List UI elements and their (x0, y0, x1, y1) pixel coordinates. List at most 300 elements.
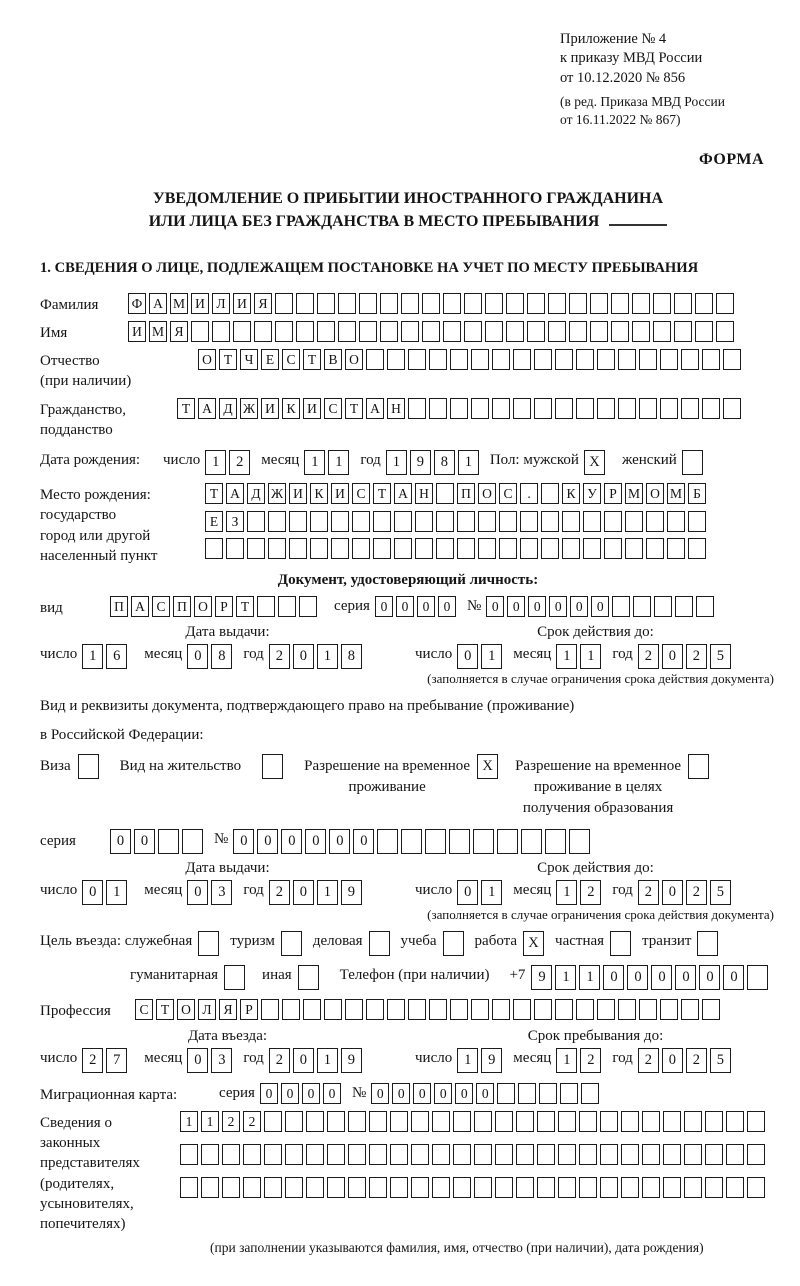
form-cell (247, 511, 265, 532)
form-cell (380, 321, 398, 342)
form-cell (327, 1177, 345, 1198)
form-cell: 1 (579, 965, 600, 990)
form-cell (684, 1111, 702, 1132)
legal-note: (при заполнении указываются фамилия, имя, отчество (при наличии), дата рождения) (210, 1240, 704, 1256)
form-cell: 1 (481, 644, 502, 669)
form-cell (534, 398, 552, 419)
form-cell: 9 (410, 450, 431, 475)
form-cell: Я (254, 293, 272, 314)
form-cell: 0 (329, 829, 350, 854)
form-cell: 2 (269, 644, 290, 669)
form-cell (681, 398, 699, 419)
doc-number-cells (486, 596, 717, 617)
form-cell (562, 511, 580, 532)
form-cell (611, 321, 629, 342)
year-label: год (243, 882, 264, 899)
form-cell (688, 754, 709, 779)
form-cell (338, 293, 356, 314)
form-cell (639, 349, 657, 370)
form-cell (527, 293, 545, 314)
form-cell: 1 (481, 880, 502, 905)
legal-representatives-row (40, 1111, 776, 1235)
form-cell: 9 (481, 1048, 502, 1073)
form-cell: 0 (413, 1083, 431, 1104)
form-cell (394, 538, 412, 559)
form-cell: 2 (580, 880, 601, 905)
form-cell: 0 (302, 1083, 320, 1104)
form-cell (331, 511, 349, 532)
form-cell (674, 321, 692, 342)
form-cell (723, 398, 741, 419)
form-cell: В (324, 349, 342, 370)
form-cell: 0 (293, 644, 314, 669)
form-cell (345, 999, 363, 1020)
form-cell (306, 1144, 324, 1165)
form-cell: 0 (417, 596, 435, 617)
form-cell: 9 (531, 965, 552, 990)
form-cell (471, 398, 489, 419)
form-cell (474, 1144, 492, 1165)
form-cell (639, 398, 657, 419)
day-label: число (40, 646, 78, 663)
form-cell (401, 321, 419, 342)
legal-representatives-cells (180, 1111, 768, 1210)
temp-permit-label: Разрешение на временное проживание (304, 758, 471, 796)
form-cell (495, 1177, 513, 1198)
form-cell (558, 1144, 576, 1165)
form-cell: 1 (205, 450, 226, 475)
entry-date-label: Дата въезда: (187, 1027, 268, 1044)
form-cell (317, 293, 335, 314)
permit-series-cells (110, 829, 206, 854)
form-cell: 9 (341, 880, 362, 905)
form-cell (705, 1177, 723, 1198)
form-cell (541, 483, 559, 504)
visa-item (40, 754, 102, 779)
form-cell (682, 450, 703, 475)
section1-heading: 1. СВЕДЕНИЯ О ЛИЦЕ, ПОДЛЕЖАЩЕМ ПОСТАНОВКЕ НА УЧЕТ ПО МЕСТУ ПРЕБЫВАНИЯ (40, 259, 699, 276)
other-label: иная (262, 967, 292, 984)
permit-valid-col (415, 860, 776, 905)
form-cell: С (352, 483, 370, 504)
form-cell: 2 (580, 1048, 601, 1073)
form-cell: 1 (304, 450, 325, 475)
day-label: число (40, 882, 78, 899)
form-cell: О (198, 349, 216, 370)
form-title-line1: УВЕДОМЛЕНИЕ О ПРИБЫТИИ ИНОСТРАННОГО ГРАЖДАНИНА (152, 190, 664, 208)
form-cell: 0 (323, 1083, 341, 1104)
form-cell: М (667, 483, 685, 504)
birth-place-cells (205, 483, 709, 566)
form-cell: 2 (269, 880, 290, 905)
form-cell (663, 1144, 681, 1165)
form-cell (667, 538, 685, 559)
permit-valid-year-cells (638, 880, 734, 905)
form-cell (506, 293, 524, 314)
form-cell (541, 511, 559, 532)
form-cell (369, 1111, 387, 1132)
form-cell: Я (219, 999, 237, 1020)
doc-kind-cells (110, 596, 320, 617)
form-cell (453, 1177, 471, 1198)
form-cell: П (110, 596, 128, 617)
citizenship-cells (177, 398, 744, 419)
birth-place-row (40, 483, 776, 566)
form-cell (716, 321, 734, 342)
form-cell (579, 1144, 597, 1165)
form-cell (298, 965, 319, 990)
form-cell: 1 (556, 1048, 577, 1073)
form-cell (443, 293, 461, 314)
form-cell: П (173, 596, 191, 617)
form-cell: 0 (392, 1083, 410, 1104)
form-cell: 2 (686, 1048, 707, 1073)
form-cell (411, 1144, 429, 1165)
mig-series-cells (260, 1083, 344, 1104)
form-cell (478, 538, 496, 559)
form-cell (597, 999, 615, 1020)
form-cell (212, 321, 230, 342)
form-cell: Т (219, 349, 237, 370)
form-cell (604, 511, 622, 532)
doc-kind-label: вид (40, 600, 63, 617)
form-cell: И (128, 321, 146, 342)
form-cell (201, 1177, 219, 1198)
form-cell (408, 349, 426, 370)
form-cell (429, 398, 447, 419)
form-cell (348, 1144, 366, 1165)
form-cell (696, 596, 714, 617)
patronymic-label: Отчество (при наличии) (40, 353, 132, 390)
valid-until-label: Срок действия до: (537, 860, 654, 877)
form-cell (611, 293, 629, 314)
form-cell: Т (156, 999, 174, 1020)
form-cell: 1 (556, 644, 577, 669)
form-cell: И (261, 398, 279, 419)
doc-series-cells (375, 596, 459, 617)
form-cell: 0 (603, 965, 624, 990)
form-cell (474, 1177, 492, 1198)
form-cell (537, 1177, 555, 1198)
form-cell (646, 538, 664, 559)
form-cell: О (177, 999, 195, 1020)
work-label: работа (474, 933, 518, 950)
stay-day-cells (457, 1048, 505, 1073)
form-cell: 1 (106, 880, 127, 905)
form-cell (198, 931, 219, 956)
form-cell (583, 511, 601, 532)
form-cell (660, 999, 678, 1020)
form-cell (618, 398, 636, 419)
visa-label: Виза (40, 758, 71, 775)
sex-male-label: Пол: мужской (489, 452, 579, 469)
transit-label: транзит (642, 933, 692, 950)
form-cell: 0 (723, 965, 744, 990)
form-cell (285, 1177, 303, 1198)
form-cell: 0 (305, 829, 326, 854)
form-cell (726, 1111, 744, 1132)
form-cell: 9 (341, 1048, 362, 1073)
name-row (40, 321, 776, 343)
form-cell (264, 1144, 282, 1165)
form-cell: И (233, 293, 251, 314)
form-cell (499, 538, 517, 559)
form-cell (331, 538, 349, 559)
form-cell (390, 1177, 408, 1198)
form-cell (264, 1111, 282, 1132)
form-cell (639, 999, 657, 1020)
form-cell (380, 293, 398, 314)
form-cell (583, 538, 601, 559)
form-cell (600, 1177, 618, 1198)
form-cell (478, 511, 496, 532)
form-cell: 0 (627, 965, 648, 990)
profession-row (40, 999, 776, 1021)
issue-date-label: Дата выдачи: (185, 860, 270, 877)
form-cell (516, 1144, 534, 1165)
business-label: деловая (312, 933, 363, 950)
form-title (40, 187, 776, 233)
form-cell (513, 398, 531, 419)
permit-valid-day-cells (457, 880, 505, 905)
form-cell (569, 293, 587, 314)
form-cell (224, 965, 245, 990)
form-cell (268, 511, 286, 532)
form-cell (618, 999, 636, 1020)
form-cell (366, 349, 384, 370)
doc-issue-month-cells (187, 644, 235, 669)
phone-label: Телефон (при наличии) (339, 967, 490, 984)
valid-until-label: Срок действия до: (537, 624, 654, 641)
doc-valid-col (415, 624, 776, 669)
form-cell (299, 596, 317, 617)
form-cell (726, 1177, 744, 1198)
permit-issue-year-cells (269, 880, 365, 905)
form-cell (408, 398, 426, 419)
form-cell (457, 511, 475, 532)
form-cell (684, 1144, 702, 1165)
form-cell (359, 293, 377, 314)
form-cell: 2 (638, 1048, 659, 1073)
birth-place-label: Место рождения: государство город или другой населенный пункт (40, 487, 158, 564)
form-cell: И (191, 293, 209, 314)
form-cell (432, 1177, 450, 1198)
form-cell (387, 349, 405, 370)
form-cell (411, 1111, 429, 1132)
form-cell (429, 999, 447, 1020)
form-cell (695, 321, 713, 342)
form-cell (390, 1144, 408, 1165)
purpose-row-1 (40, 931, 776, 956)
form-cell (191, 321, 209, 342)
form-cell (562, 538, 580, 559)
form-cell: 8 (341, 644, 362, 669)
form-cell (521, 829, 542, 854)
form-cell: X (584, 450, 605, 475)
form-cell (327, 1144, 345, 1165)
form-cell: 2 (686, 880, 707, 905)
form-cell (443, 931, 464, 956)
form-cell (348, 1111, 366, 1132)
form-cell: 2 (243, 1111, 261, 1132)
form-cell: 1 (82, 644, 103, 669)
form-cell: М (625, 483, 643, 504)
form-cell: А (198, 398, 216, 419)
form-cell: 0 (651, 965, 672, 990)
temp-permit-item (304, 754, 501, 798)
form-cell (327, 1111, 345, 1132)
form-cell (369, 1144, 387, 1165)
form-cell (464, 321, 482, 342)
permit-type-row (40, 754, 776, 819)
form-cell (158, 829, 179, 854)
form-cell (303, 999, 321, 1020)
form-cell: У (583, 483, 601, 504)
permit-series-row (40, 829, 776, 854)
title-underline (609, 224, 667, 226)
form-cell: О (646, 483, 664, 504)
form-cell (289, 511, 307, 532)
form-cell (492, 398, 510, 419)
form-cell (697, 931, 718, 956)
form-cell: Н (415, 483, 433, 504)
stay-until-col (415, 1028, 776, 1073)
form-cell (415, 511, 433, 532)
annex-block (560, 30, 776, 129)
id-doc-heading: Документ, удостоверяющий личность: (277, 572, 539, 589)
form-cell (590, 293, 608, 314)
form-cell (516, 1177, 534, 1198)
form-cell: 2 (638, 644, 659, 669)
form-cell (688, 511, 706, 532)
form-cell: 1 (386, 450, 407, 475)
form-cell (429, 349, 447, 370)
form-cell: 0 (549, 596, 567, 617)
form-cell (576, 349, 594, 370)
day-label: число (40, 1049, 78, 1066)
form-cell (747, 1111, 765, 1132)
form-cell: З (226, 511, 244, 532)
doc-issue-col (40, 624, 415, 669)
form-cell (513, 349, 531, 370)
form-cell (377, 829, 398, 854)
purpose-official-checkbox (198, 931, 222, 956)
form-cell: 3 (211, 1048, 232, 1073)
form-cell: 0 (187, 644, 208, 669)
purpose-humanitarian-checkbox (224, 965, 248, 990)
form-cell: 1 (317, 644, 338, 669)
form-cell (534, 999, 552, 1020)
purpose-transit-checkbox (697, 931, 721, 956)
form-cell (520, 538, 538, 559)
permit-number-cells (233, 829, 593, 854)
form-cell: 5 (710, 880, 731, 905)
form-cell (516, 1111, 534, 1132)
form-cell: 0 (528, 596, 546, 617)
form-cell (597, 349, 615, 370)
form-cell (281, 931, 302, 956)
study-label: учеба (400, 933, 437, 950)
form-cell (681, 999, 699, 1020)
form-cell (653, 293, 671, 314)
right-doc-line2: в Российской Федерации: (40, 726, 204, 743)
form-cell (485, 321, 503, 342)
form-cell (527, 321, 545, 342)
form-cell (520, 511, 538, 532)
form-cell (471, 349, 489, 370)
form-cell (261, 999, 279, 1020)
month-label: месяц (261, 452, 300, 469)
month-label: месяц (144, 646, 183, 663)
legal-representatives-label: Сведения о законных представителях (родителях, усыновителях, попечителях) (40, 1114, 140, 1233)
form-cell (453, 1144, 471, 1165)
residence-permit-label: Вид на жительство (119, 758, 242, 775)
form-cell (422, 293, 440, 314)
form-cell (422, 321, 440, 342)
form-cell: 1 (556, 880, 577, 905)
form-cell: 0 (662, 1048, 683, 1073)
annex-line: от 10.12.2020 № 856 (560, 69, 686, 86)
form-cell: 1 (201, 1111, 219, 1132)
form-cell (432, 1144, 450, 1165)
form-cell: Ч (240, 349, 258, 370)
form-cell: Т (205, 483, 223, 504)
form-cell (660, 398, 678, 419)
residence-permit-item (120, 754, 286, 779)
form-cell (632, 321, 650, 342)
form-cell (642, 1111, 660, 1132)
private-label: частная (555, 933, 605, 950)
month-label: месяц (513, 646, 552, 663)
visa-checkbox (78, 754, 102, 779)
form-cell: П (457, 483, 475, 504)
form-cell (373, 511, 391, 532)
form-cell (537, 1144, 555, 1165)
form-cell (705, 1144, 723, 1165)
form-cell (387, 999, 405, 1020)
form-cell (348, 1177, 366, 1198)
form-cell: 0 (233, 829, 254, 854)
surname-cells (128, 293, 737, 314)
form-cell (282, 999, 300, 1020)
form-cell: 0 (699, 965, 720, 990)
form-cell (597, 398, 615, 419)
form-cell (262, 754, 283, 779)
form-cell (663, 1111, 681, 1132)
form-cell (317, 321, 335, 342)
form-cell: X (523, 931, 544, 956)
form-cell (78, 754, 99, 779)
purpose-business-checkbox (369, 931, 393, 956)
phone-prefix: +7 (509, 967, 526, 984)
form-cell: 0 (187, 880, 208, 905)
form-cell (667, 511, 685, 532)
form-cell: 1 (458, 450, 479, 475)
month-label: месяц (513, 882, 552, 899)
form-cell (621, 1177, 639, 1198)
form-cell: 2 (638, 880, 659, 905)
purpose-row-2 (130, 965, 776, 990)
form-cell (497, 1083, 515, 1104)
form-cell (257, 596, 275, 617)
form-cell (408, 999, 426, 1020)
form-cell (425, 829, 446, 854)
form-cell (537, 1111, 555, 1132)
surname-label: Фамилия (40, 296, 99, 313)
form-cell: А (131, 596, 149, 617)
form-cell (247, 538, 265, 559)
form-cell: Д (247, 483, 265, 504)
